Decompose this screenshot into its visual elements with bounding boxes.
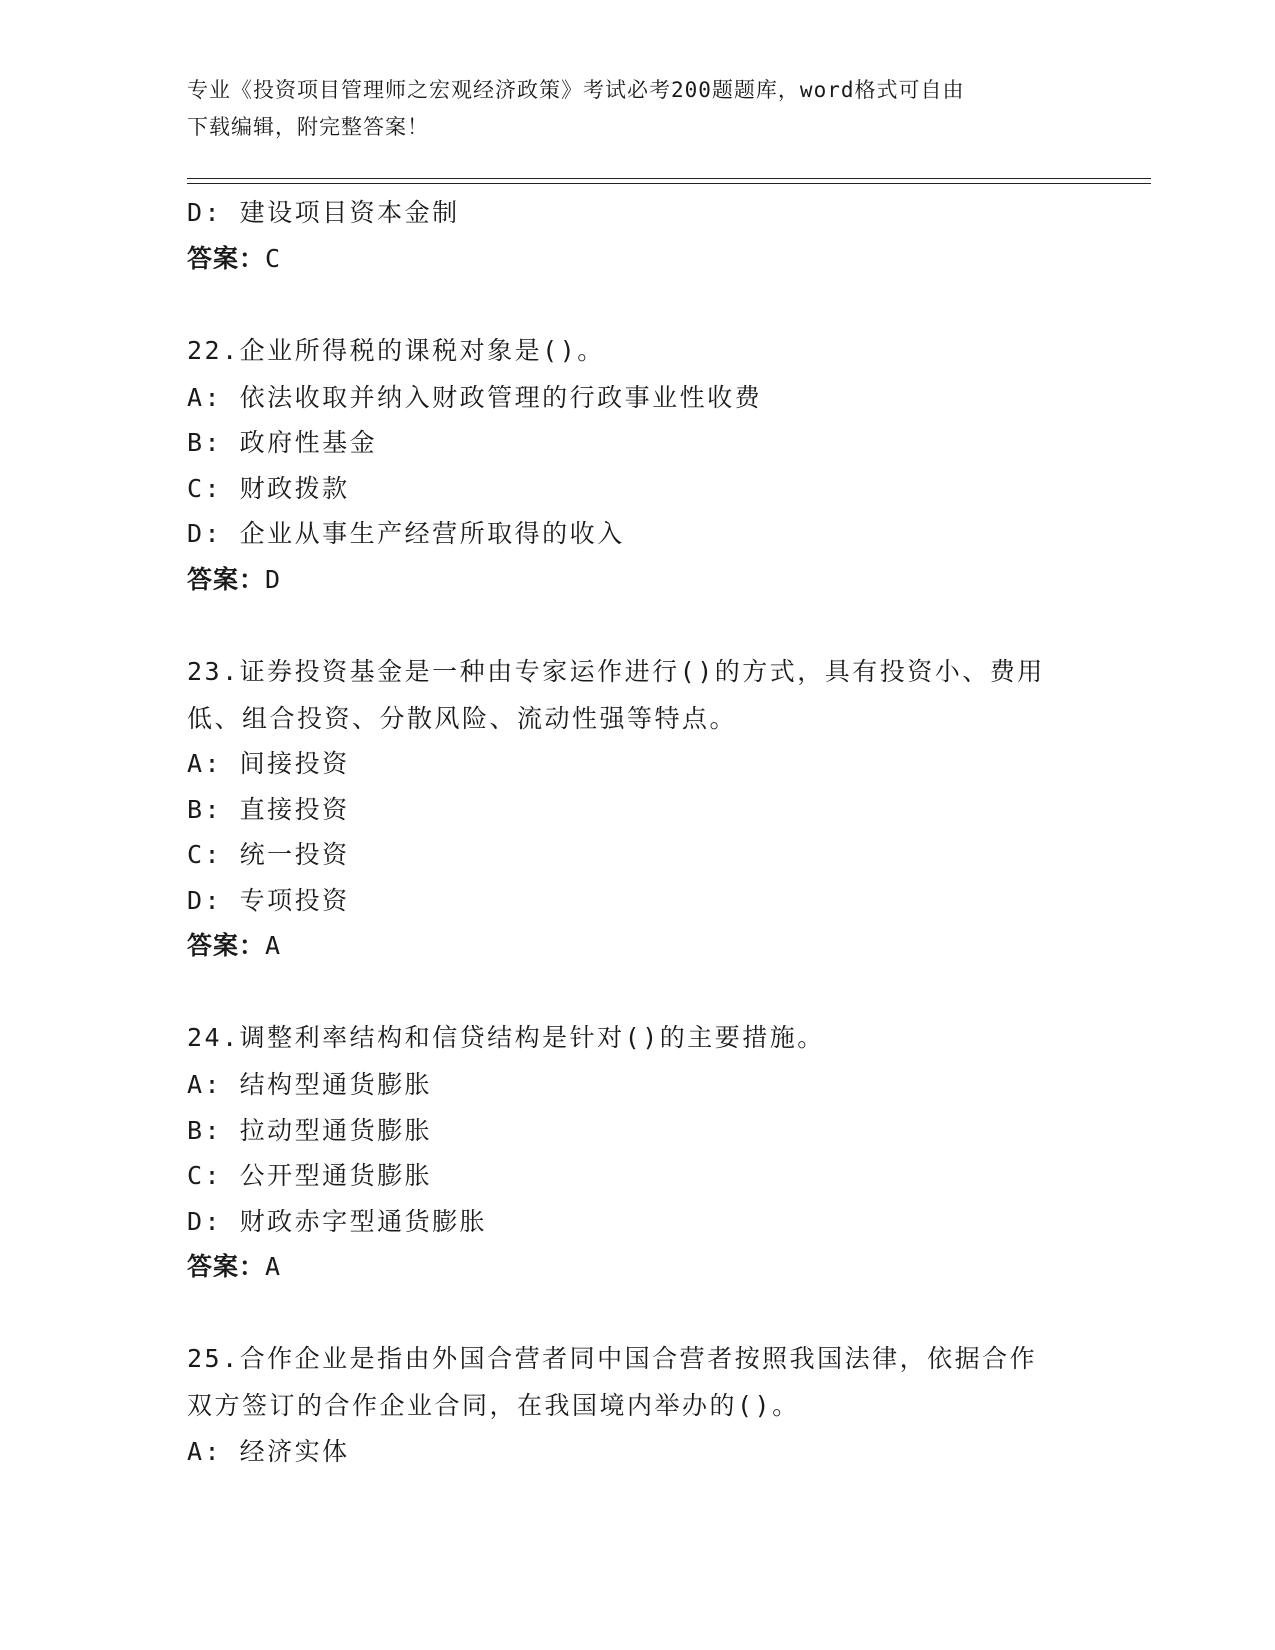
question-block-22 [187,326,1087,603]
question-block-25 [187,1334,1087,1474]
spacer [187,603,1087,647]
option-d: D: 财政赤字型通货膨胀 [187,1206,488,1236]
option-a: A: 结构型通货膨胀 [187,1070,433,1099]
option-d: D: 建设项目资本金制 [187,198,460,227]
question-stem-continued: 低、组合投资、分散风险、流动性强等特点。 [187,703,738,733]
answer-label: 答案： [187,243,266,273]
option-a: A: 间接投资 [187,749,350,778]
spacer [187,969,1087,1013]
answer-label: 答案： [187,1252,266,1281]
question-block-24 [187,1013,1087,1290]
option-c: C: 财政拨款 [187,473,350,503]
document-header [187,72,1087,146]
option-c: C: 公开型通货膨胀 [187,1161,433,1190]
spacer [187,282,1087,326]
option-b: B: 政府性基金 [187,428,378,457]
question-stem: 22.企业所得税的课税对象是()。 [187,335,605,365]
answer-label: 答案： [187,931,266,960]
document-body [187,190,1087,1474]
question-stem: 25.合作企业是指由外国合营者同中国合营者按照我国法律，依据合作 [187,1344,1038,1373]
answer-value: C [265,243,283,273]
header-divider [187,178,1151,184]
answer-line [187,923,1087,969]
option-b: B: 拉动型通货膨胀 [187,1115,433,1145]
question-stem: 24.调整利率结构和信贷结构是针对()的主要措施。 [187,1023,825,1052]
answer-line [187,557,1087,603]
spacer [187,1290,1087,1334]
answer-value: A [265,1252,283,1281]
answer-value: A [265,931,283,960]
header-line-1: 专业《投资项目管理师之宏观经济政策》考试必考200题题库，word格式可自由 [187,78,965,102]
header-line-2: 下载编辑，附完整答案！ [187,115,429,139]
option-d: D: 企业从事生产经营所取得的收入 [187,519,625,548]
question-block-23 [187,647,1087,970]
answer-value: D [265,564,283,594]
answer-line [187,1244,1087,1290]
answer-line [187,236,1087,282]
question-stem-continued: 双方签订的合作企业合同，在我国境内举办的()。 [187,1391,800,1420]
answer-label: 答案： [187,564,266,594]
option-a: A: 经济实体 [187,1436,350,1466]
option-c: C: 统一投资 [187,840,350,869]
option-d: D: 专项投资 [187,885,350,915]
question-stem: 23.证券投资基金是一种由专家运作进行()的方式，具有投资小、费用 [187,656,1045,686]
option-a: A: 依法收取并纳入财政管理的行政事业性收费 [187,382,763,412]
option-b: B: 直接投资 [187,794,350,824]
